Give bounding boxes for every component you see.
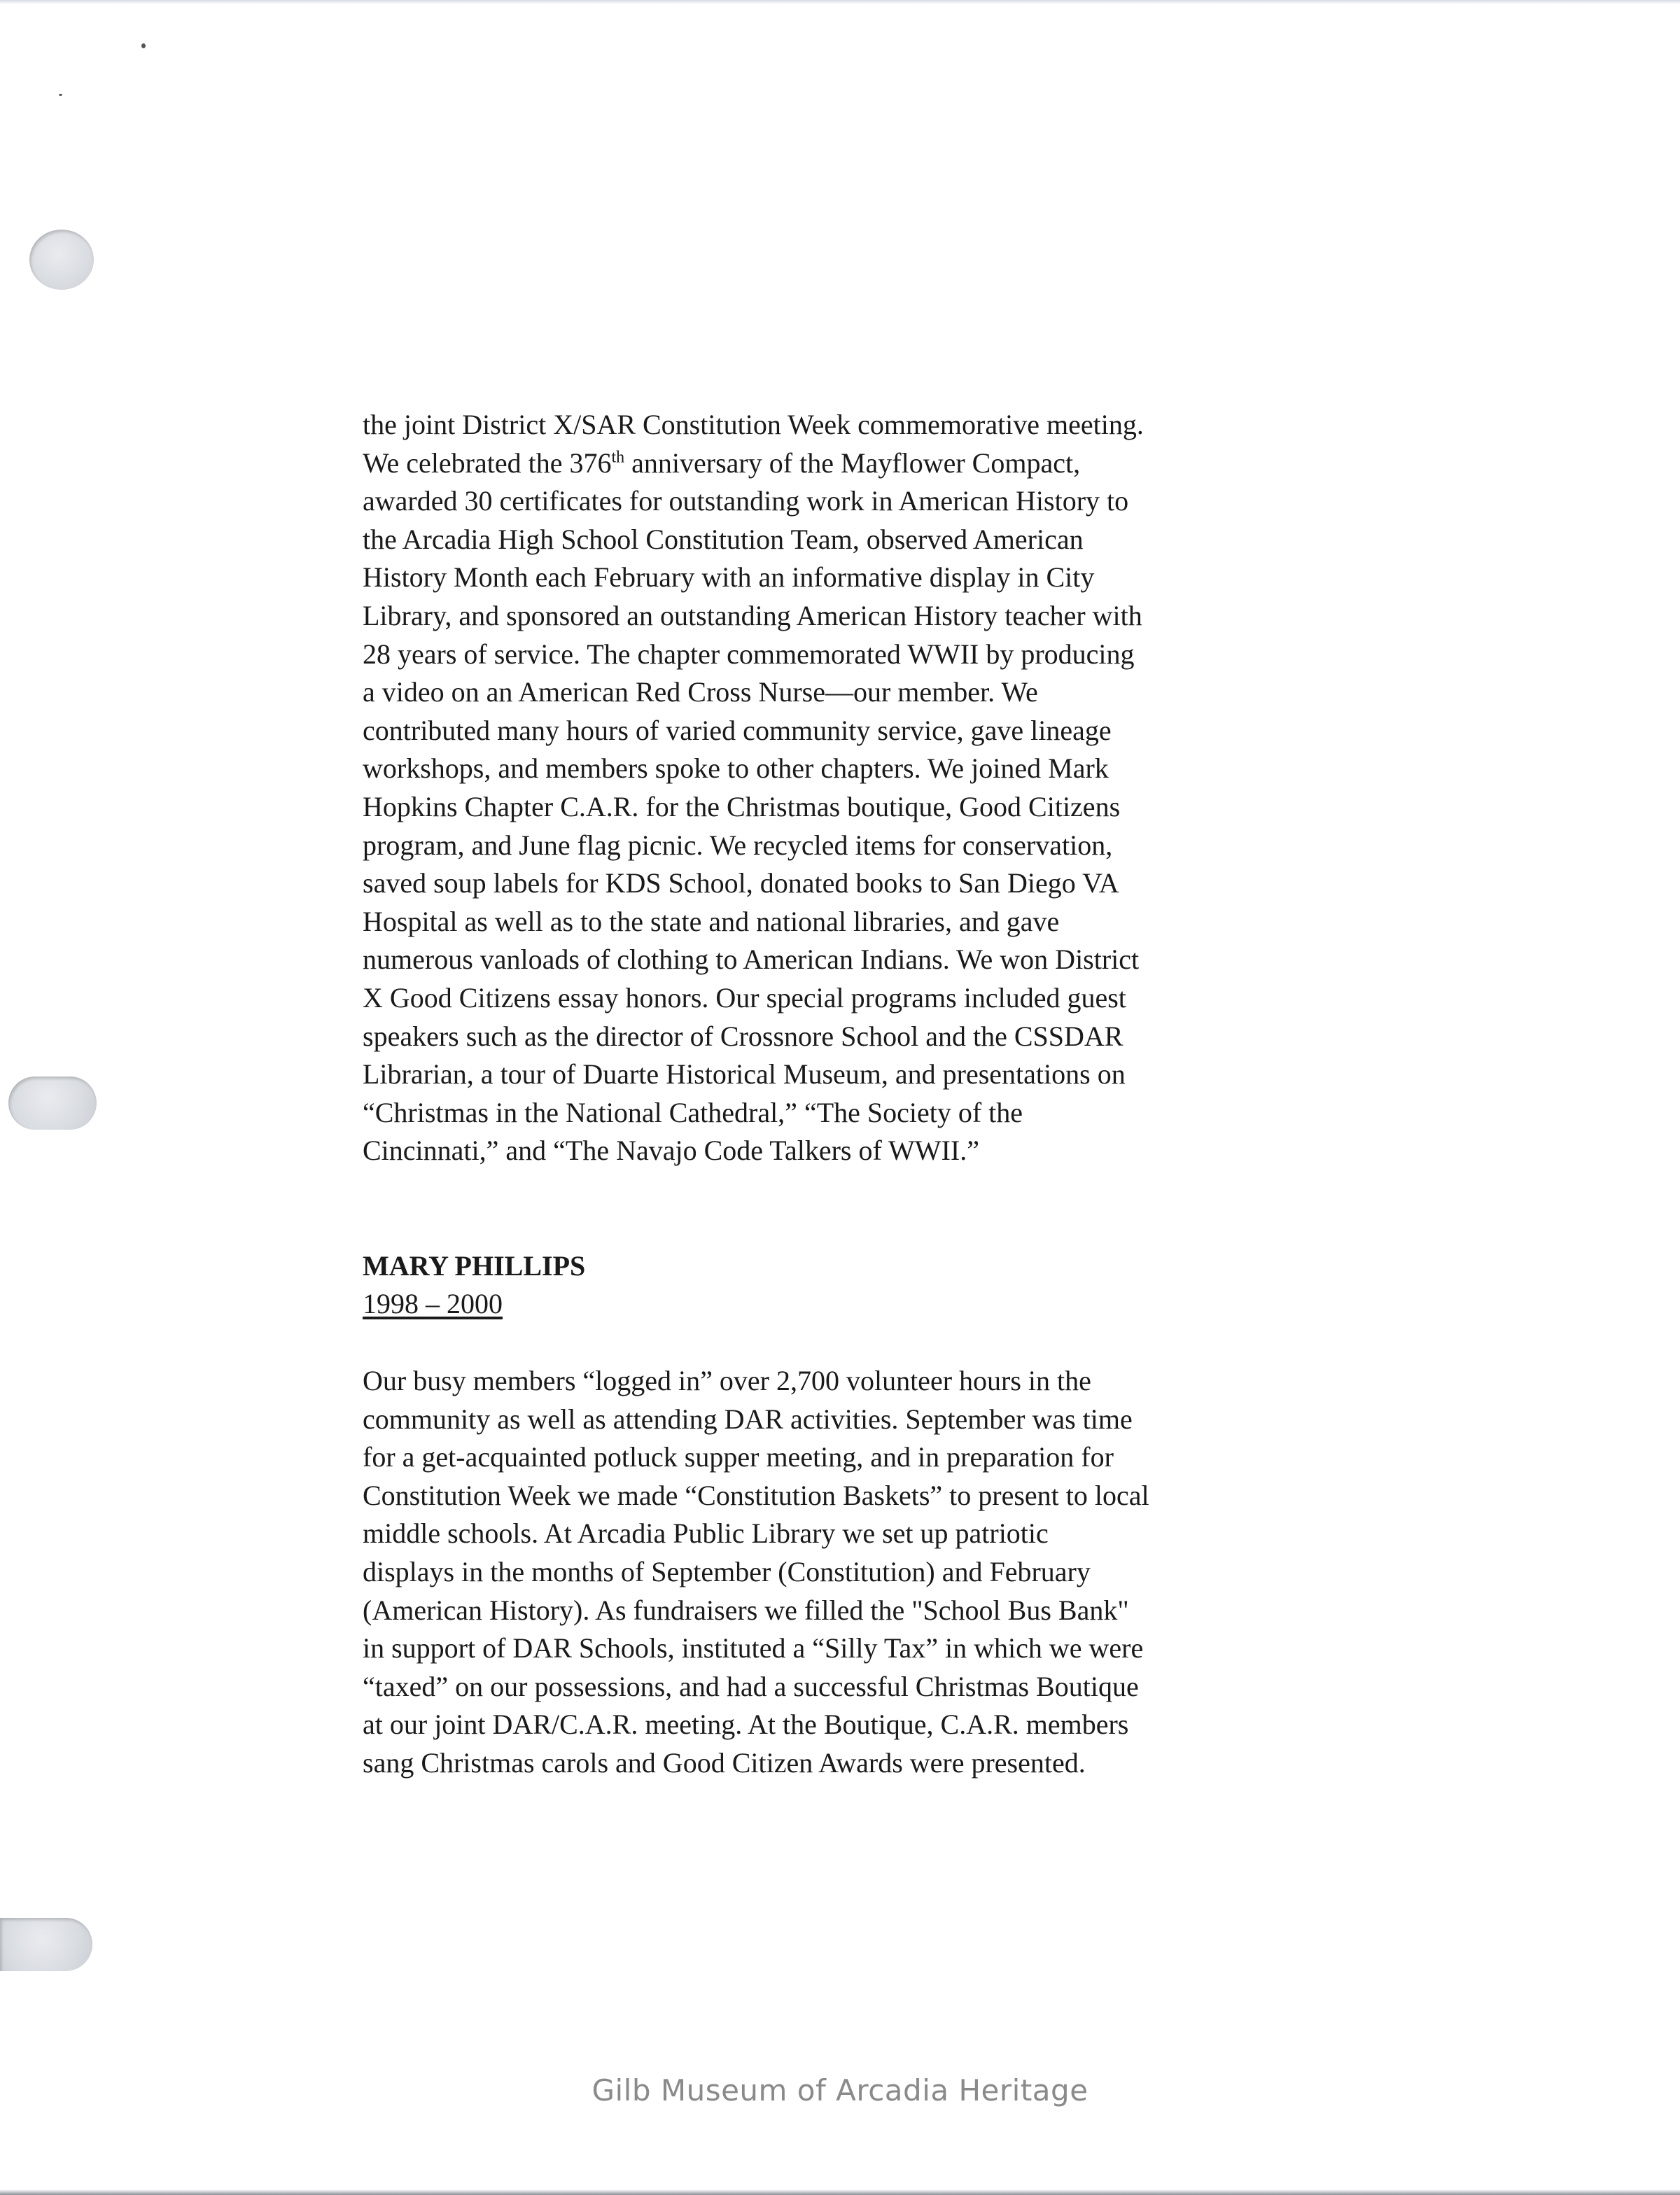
paragraph-line: Librarian, a tour of Duarte Historical Museum, and presentations on <box>363 1058 1126 1091</box>
paragraph-line <box>363 444 1301 483</box>
paragraph-line: displays in the months of September (Constitution) and February <box>363 1556 1091 1588</box>
paragraph-line: the joint District X/SAR Constitution Week commemorative meeting. <box>363 409 1144 440</box>
paragraph-line: X Good Citizens essay honors. Our special programs included guest <box>363 981 1126 1014</box>
paragraph-line: community as well as attending DAR activities. September was time <box>363 1403 1133 1435</box>
paragraph-line: in support of DAR Schools, instituted a “Silly Tax” in which we were <box>363 1632 1144 1664</box>
paragraph-line: the Arcadia High School Constitution Team, observed American <box>363 523 1084 555</box>
paragraph-line: contributed many hours of varied community service, gave lineage <box>363 714 1112 746</box>
regent-name-heading: MARY PHILLIPS <box>363 1249 586 1282</box>
paragraph-line: speakers such as the director of Crossnore School and the CSSDAR <box>363 1020 1124 1052</box>
phillips-paragraph <box>363 1362 1301 1783</box>
punch-hole-top <box>29 230 94 290</box>
paragraph-line: a video on an American Red Cross Nurse—our member. We <box>363 676 1038 708</box>
text-segment: We celebrated the 376 <box>363 447 612 479</box>
paragraph-line: Hospital as well as to the state and national libraries, and gave <box>363 905 1060 937</box>
punch-hole-bottom <box>0 1918 92 1971</box>
document-body <box>363 406 1301 1783</box>
paragraph-line: “Christmas in the National Cathedral,” “The Society of the <box>363 1096 1023 1128</box>
scan-speck <box>141 43 146 48</box>
paragraph-line: Constitution Week we made “Constitution Baskets” to present to local <box>363 1479 1149 1511</box>
paragraph-line: saved soup labels for KDS School, donated books to San Diego VA <box>363 867 1119 899</box>
paragraph-line: for a get-acquainted potluck supper meeting, and in preparation for <box>363 1441 1114 1473</box>
scan-bottom-edge <box>0 2189 1680 2195</box>
term-dates: 1998 – 2000 <box>363 1288 503 1320</box>
paragraph-line: awarded 30 certificates for outstanding work in American History to <box>363 485 1129 517</box>
text-segment: anniversary of the Mayflower Compact, <box>624 447 1081 479</box>
paragraph-line: 28 years of service. The chapter commemorated WWII by producing <box>363 638 1135 670</box>
punch-hole-middle <box>8 1077 97 1130</box>
paragraph-line: Library, and sponsored an outstanding American History teacher with <box>363 599 1142 631</box>
paragraph-line: History Month each February with an informative display in City <box>363 561 1095 594</box>
paragraph-line: program, and June flag picnic. We recycled items for conservation, <box>363 829 1113 861</box>
section-spacer <box>363 1170 1301 1247</box>
paragraph-line: middle schools. At Arcadia Public Library we set up patriotic <box>363 1517 1049 1550</box>
paragraph-line: Our busy members “logged in” over 2,700 volunteer hours in the <box>363 1365 1091 1397</box>
paragraph-line: sang Christmas carols and Good Citizen Awards were presented. <box>363 1747 1086 1779</box>
paragraph-spacer <box>363 1324 1301 1362</box>
paragraph-line: workshops, and members spoke to other chapters. We joined Mark <box>363 752 1109 785</box>
scan-speck <box>59 94 62 96</box>
paragraph-line: at our joint DAR/C.A.R. meeting. At the Boutique, C.A.R. members <box>363 1709 1129 1741</box>
scan-top-edge <box>0 0 1680 4</box>
paragraph-line: Cincinnati,” and “The Navajo Code Talkers of WWII.” <box>363 1135 979 1167</box>
ordinal-suffix: th <box>611 448 625 467</box>
paragraph-line: numerous vanloads of clothing to American Indians. We won District <box>363 944 1140 976</box>
history-paragraph <box>363 406 1301 1170</box>
paragraph-line: Hopkins Chapter C.A.R. for the Christmas boutique, Good Citizens <box>363 790 1121 822</box>
museum-watermark: Gilb Museum of Arcadia Heritage <box>592 2073 1088 2108</box>
paragraph-line: (American History). As fundraisers we filled the "School Bus Bank" <box>363 1594 1129 1626</box>
paragraph-line: “taxed” on our possessions, and had a successful Christmas Boutique <box>363 1670 1139 1702</box>
